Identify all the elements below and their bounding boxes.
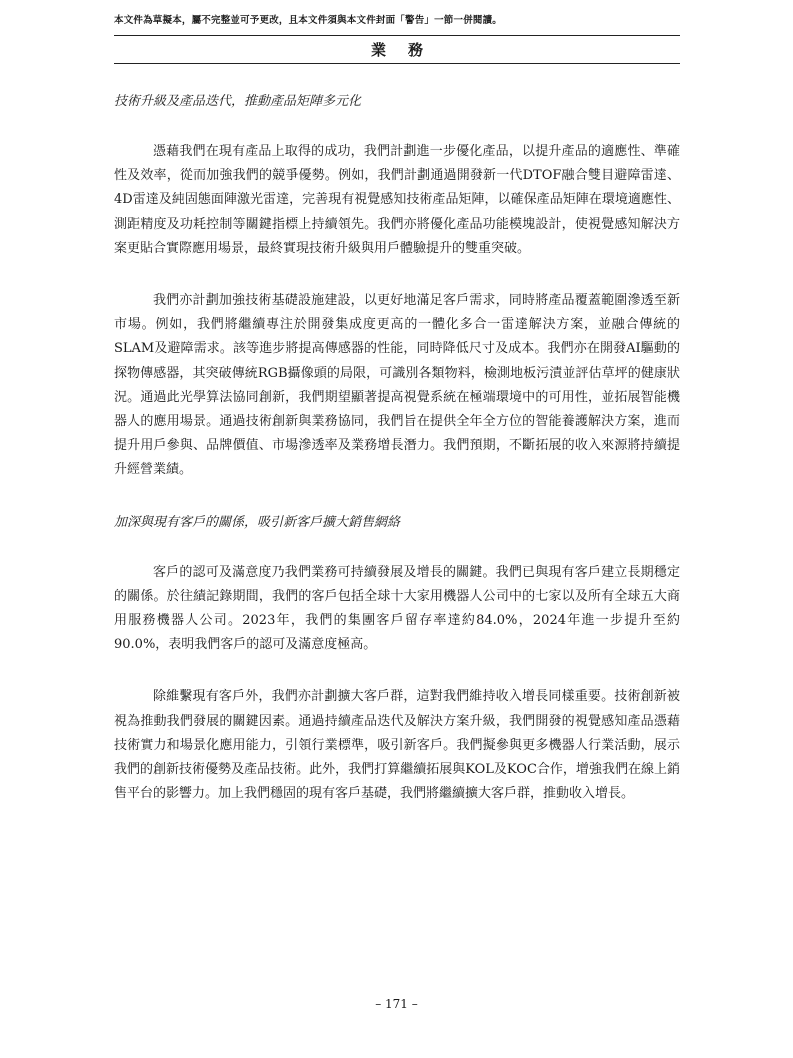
header-rule-top — [114, 35, 680, 36]
paragraph: 憑藉我們在現有產品上取得的成功，我們計劃進一步優化產品，以提升產品的適應性、準確性及效率，從而加強我們的競爭優勢。例如，我們計劃通過開發新一代DTOF融合雙目避障雷達、4D雷達及純固態面陣激光雷達，完善現有視覺感知技術產品矩陣，以確保產品矩陣在環境適應性、測距精度及功耗控制等關鍵指標上持續領先。我們亦將優化產品功能模塊設計，使視覺感知解決方案更貼合實際應用場景，最終實現技術升級與用戶體驗提升的雙重突破。 — [114, 144, 680, 256]
paragraph: 客戶的認可及滿意度乃我們業務可持續發展及增長的關鍵。我們已與現有客戶建立長期穩定的關係。於往績記錄期間，我們的客戶包括全球十大家用機器人公司中的七家以及所有全球五大商用服務機器人公司。2023年，我們的集團客戶留存率達約84.0%，2024年進一步提升至約90.0%，表明我們客戶的認可及滿意度極高。 — [114, 564, 680, 653]
subheading-tech-upgrade: 技術升級及產品迭代，推動產品矩陣多元化 — [114, 94, 362, 109]
document-body — [114, 90, 680, 834]
draft-disclaimer: 本文件為草擬本，屬不完整並可予更改，且本文件須與本文件封面「警告」一節一併閱讀。 — [114, 15, 503, 26]
section-title: 業務 — [370, 41, 445, 59]
paragraph: 我們亦計劃加強技術基礎設施建設，以更好地滿足客戶需求，同時將產品覆蓋範圍滲透至新市場。例如，我們將繼續專注於開發集成度更高的一體化多合一雷達解決方案，並融合傳統的SLAM及避障需求。該等進步將提高傳感器的性能，同時降低尺寸及成本。我們亦在開發AI驅動的探物傳感器，其突破傳統RGB攝像頭的局限，可識別各類物料，檢測地板污漬並評估草坪的健康狀況。通過此光學算法協同創新，我們期望顯著提高視覺系統在極端環境中的可用性，並拓展智能機器人的應用場景。通過技術創新與業務協同，我們旨在提供全年全方位的智能養護解決方案，進而提升用戶參與、品牌價值、市場滲透率及業務增長潛力。我們預期，不斷拓展的收入來源將持續提升經營業績。 — [114, 293, 680, 478]
subheading-customer-relations: 加深與現有客戶的關係，吸引新客戶擴大銷售網絡 — [114, 514, 401, 530]
page-number: – 171 – — [375, 997, 418, 1011]
header-rule-bottom — [114, 63, 680, 64]
paragraph: 除維繫現有客戶外，我們亦計劃擴大客戶群，這對我們維持收入增長同樣重要。技術創新被視為推動我們發展的關鍵因素。通過持續產品迭代及解決方案升級，我們開發的視覺感知產品憑藉技術實力和場景化應用能力，引領行業標準，吸引新客戶。我們擬參與更多機器人行業活動，展示我們的創新技術優勢及產品技術。此外，我們打算繼續拓展與KOL及KOC合作，增強我們在線上銷售平台的影響力。加上我們穩固的現有客戶基礎，我們將繼續擴大客戶群，推動收入增長。 — [114, 689, 680, 802]
